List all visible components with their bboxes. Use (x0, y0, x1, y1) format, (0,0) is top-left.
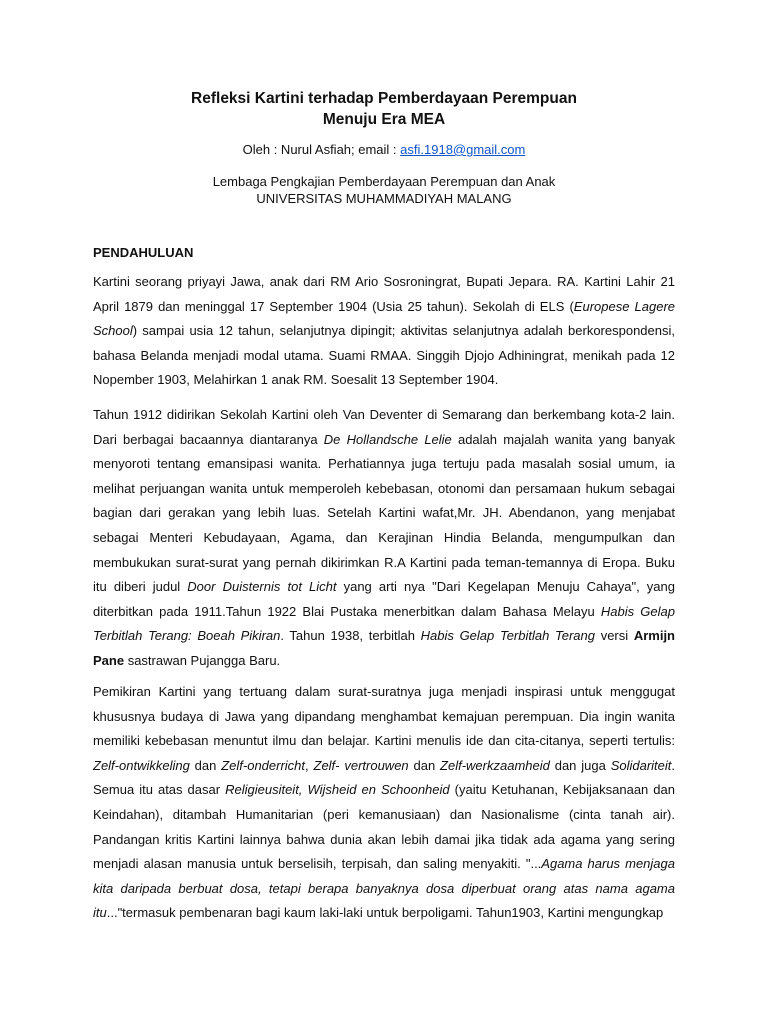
bold-name: Armijn Pane (93, 628, 675, 668)
byline-prefix: Oleh : Nurul Asfiah; email : (242, 142, 401, 157)
document-title-line-2: Menuju Era MEA (322, 111, 446, 128)
italic-term: Zelf-onderricht (221, 757, 306, 773)
text-run: sastrawan Pujangga Baru. (124, 652, 281, 668)
text-run: ..."termasuk pembenaran bagi kaum laki-laki untuk berpoligami. Tahun1903, Kartini mengungkap (106, 905, 664, 921)
text-run: , (305, 757, 314, 773)
text-run: versi (595, 628, 634, 644)
italic-term: Religieusiteit, Wijsheid en Schoonheid (225, 782, 450, 798)
email-link[interactable]: asfi.1918@gmail.com (400, 142, 526, 157)
author-byline (0, 141, 768, 159)
text-run: ) sampai usia 12 tahun, selanjutnya dipingit; aktivitas selanjutnya adalah berkorespondensi, bahasa Belanda menjadi modal utama. Suami RMAA. Singgih Djojo Adhiningrat, menikah pada 12 Nopember 1903, Melahirkan 1 anak RM. Soesalit 13 September 1904. (93, 323, 675, 388)
italic-term: Solidariteit (610, 757, 672, 773)
text-run: Tahun 1912 didirikan Sekolah Kartini oleh Van Deventer di Semarang dan berkembang kota-2 lain. Dari berbagai bacaannya diantaranya (93, 407, 675, 447)
university-name: UNIVERSITAS MUHAMMADIYAH MALANG (256, 191, 512, 206)
italic-term: De Hollandsche Lelie (323, 431, 452, 447)
italic-quote: Agama harus menjaga kita daripada berbuat dosa, tetapi berapa banyaknya dosa diperbuat orang atas nama agama itu (93, 856, 675, 921)
paragraph-3 (93, 680, 675, 926)
institution-name: Lembaga Pengkajian Pemberdayaan Perempuan dan Anak (212, 174, 556, 189)
text-run: adalah majalah wanita yang banyak menyoroti tentang emansipasi wanita. Perhatiannya juga tertuju pada masalah sosial umum, ia melihat perjuangan wanita untuk memperoleh kebebasan, otonomi dan persamaan hukum sebagai bagian dari gerakan yang lebih luas. Setelah Kartini wafat,Mr. JH. Abendanon, yang menjabat sebagai Menteri Kebudayaan, Agama, dan Kerajinan Hindia Belanda, mengumpulkan dan membukukan surat-surat yang pernah dikirimkan R.A Kartini pada teman-temannya di Eropa. Buku itu diberi judul (93, 431, 675, 595)
italic-term: Europese Lagere School (93, 298, 675, 339)
text-run: dan juga (549, 757, 611, 773)
italic-term: Zelf- vertrouwen (313, 757, 409, 773)
text-run: . Tahun 1938, terbitlah (280, 628, 421, 644)
italic-term: Zelf-werkzaamheid (440, 757, 550, 773)
italic-term: Habis Gelap Terbitlah Terang (420, 628, 596, 644)
italic-term: Zelf-ontwikkeling (93, 757, 190, 773)
paragraph-2 (93, 403, 675, 674)
text-run: yang arti nya "Dari Kegelapan Menuju Cahaya", yang diterbitkan pada 1911.Tahun 1922 Blai Pustaka menerbitkan dalam Bahasa Melayu (93, 579, 675, 619)
paragraph-1 (93, 270, 675, 393)
text-run: (yaitu Ketuhanan, Kebijaksanaan dan Keindahan), ditambah Humanitarian (peri kemanusiaan) dan Nasionalisme (cinta tanah air). Pandangan kritis Kartini lainnya bahwa dunia akan lebih damai jika tidak ada agama yang sering menjadi alasan manusia untuk berselisih, terpisah, dan saling menyakiti. "... (93, 782, 676, 872)
text-run: . Semua itu atas dasar (93, 757, 676, 798)
section-heading: PENDAHULUAN (93, 245, 194, 260)
text-run: Pemikiran Kartini yang tertuang dalam surat-suratnya juga menjadi inspirasi untuk menggugat khususnya budaya di Jawa yang dipandang menghambat kemajuan perempuan. Dia ingin wanita memiliki kebebasan menuntut ilmu dan belajar. Kartini menulis ide dan cita-citanya, seperti tertulis: (93, 684, 675, 749)
italic-term: Door Duisternis tot Licht (187, 579, 337, 595)
text-run: Kartini seorang priyayi Jawa, anak dari RM Ario Sosroningrat, Bupati Jepara. RA. Kartini Lahir 21 April 1879 dan meninggal 17 September 1904 (Usia 25 tahun). Sekolah di ELS ( (93, 274, 675, 314)
document-title-line-1: Refleksi Kartini terhadap Pemberdayaan Perempuan (191, 90, 577, 107)
text-run: dan (408, 757, 441, 773)
text-run: dan (189, 757, 222, 773)
italic-term: Habis Gelap Terbitlah Terang: Boeah Pikiran (93, 603, 675, 644)
